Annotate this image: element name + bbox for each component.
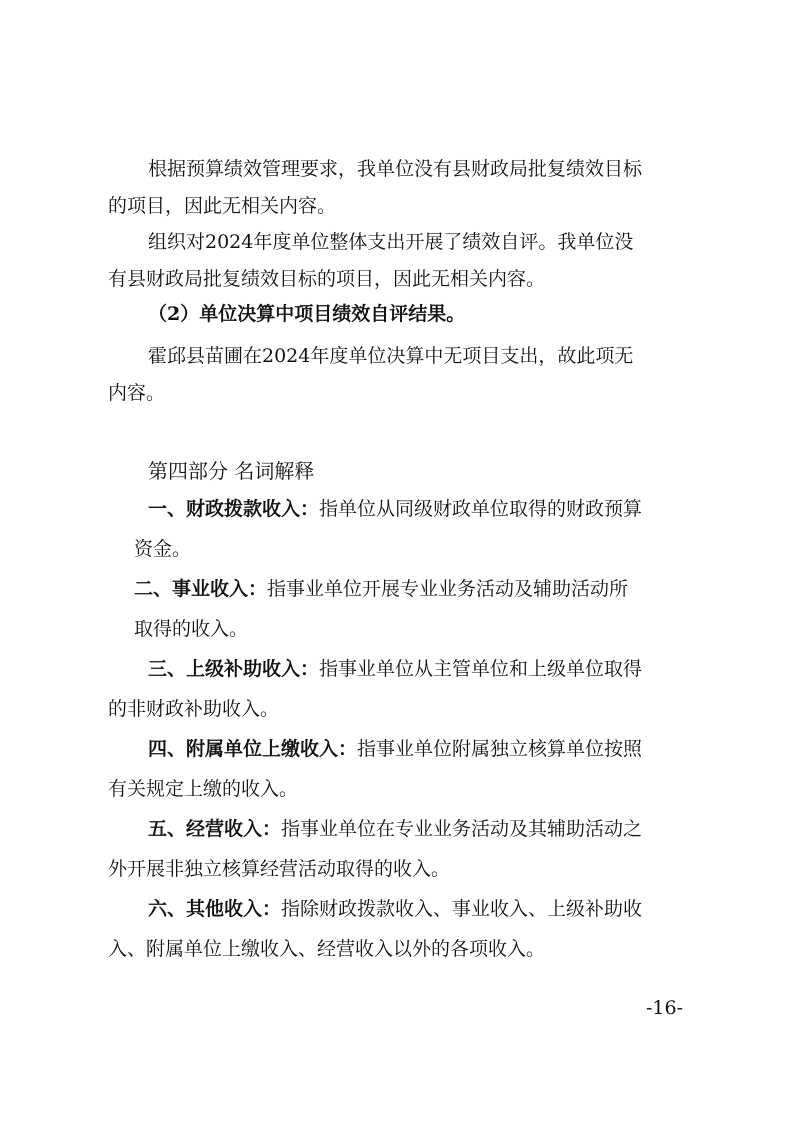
glossary-term: 一、财政拨款收入： (148, 498, 320, 520)
glossary-item-3-cont: 的非财政补助收入。 (108, 698, 280, 720)
glossary-item-6 (148, 897, 642, 921)
glossary-item-5 (148, 817, 642, 841)
glossary-term: 二、事业收入： (134, 578, 268, 600)
glossary-item-6-cont: 入、附属单位上缴收入、经营收入以外的各项收入。 (108, 938, 546, 960)
glossary-item-1 (148, 497, 642, 521)
glossary-term: 五、经营收入： (148, 818, 282, 840)
para-performance-line1: 根据预算绩效管理要求，我单位没有县财政局批复绩效目标 (148, 158, 643, 180)
glossary-definition: 指事业单位从主管单位和上级单位取得 (319, 658, 643, 680)
para-performance-line2: 的项目，因此无相关内容。 (108, 195, 337, 217)
para-nursery-line2: 内容。 (108, 382, 166, 404)
section-heading-glossary: 第四部分 名词解释 (148, 459, 315, 483)
para-self-eval-line2: 有县财政局批复绩效目标的项目，因此无相关内容。 (108, 268, 546, 290)
glossary-item-5-cont: 外开展非独立核算经营活动取得的收入。 (108, 858, 451, 880)
subheading-project-results: （2）单位决算中项目绩效自评结果。 (148, 303, 466, 325)
glossary-item-2-cont: 取得的收入。 (134, 618, 249, 640)
glossary-term: 四、附属单位上缴收入： (148, 738, 358, 760)
glossary-term: 六、其他收入： (148, 898, 282, 920)
glossary-definition: 指事业单位开展专业业务活动及辅助活动所 (267, 578, 629, 600)
para-self-eval-line1: 组织对2024年度单位整体支出开展了绩效自评。我单位没 (148, 231, 634, 253)
glossary-definition: 指单位从同级财政单位取得的财政预算 (319, 498, 643, 520)
glossary-item-1-cont: 资金。 (134, 538, 192, 560)
glossary-definition: 指事业单位附属独立核算单位按照 (357, 738, 643, 760)
glossary-item-3 (148, 657, 642, 681)
glossary-term: 三、上级补助收入： (148, 658, 320, 680)
glossary-item-4-cont: 有关规定上缴的收入。 (108, 778, 299, 800)
glossary-definition: 指除财政拨款收入、事业收入、上级补助收 (281, 898, 643, 920)
glossary-item-2 (134, 577, 628, 601)
glossary-definition: 指事业单位在专业业务活动及其辅助活动之 (281, 818, 643, 840)
glossary-item-4 (148, 737, 642, 761)
para-nursery-line1: 霍邱县苗圃在2024年度单位决算中无项目支出，故此项无 (148, 345, 634, 367)
page-number: -16- (646, 997, 684, 1019)
